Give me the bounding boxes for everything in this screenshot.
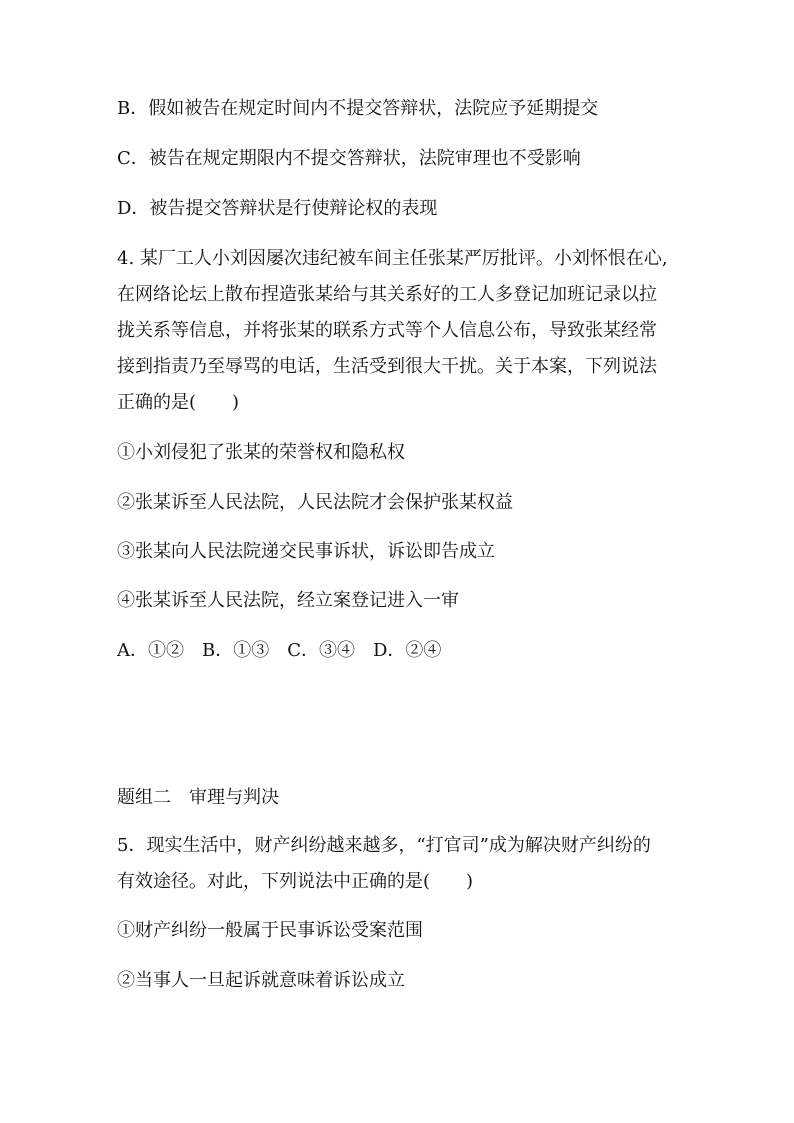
- section-heading: 题组二 审理与判决: [117, 787, 279, 808]
- q5-stem-line: 有效途径。对此，下列说法中正确的是( ): [117, 871, 474, 892]
- q4-statement-3: ③张某向人民法院递交民事诉状，诉讼即告成立: [117, 541, 495, 562]
- q4-statement-4: ④张某诉至人民法院，经立案登记进入一审: [117, 590, 459, 611]
- q4-answer-choices: A．①② B．①③ C．③④ D．②④: [117, 640, 442, 661]
- q4-statement-1: ①小刘侵犯了张某的荣誉权和隐私权: [117, 442, 405, 463]
- q4-stem-line: 在网络论坛上散布捏造张某给与其关系好的工人多登记加班记录以拉: [117, 284, 657, 305]
- q5-stem-line: 5．现实生活中，财产纠纷越来越多，“打官司”成为解决财产纠纷的: [117, 835, 651, 856]
- q4-stem-line: 4. 某厂工人小刘因屡次违纪被车间主任张某严厉批评。小刘怀恨在心,: [117, 248, 668, 269]
- q3-option-d: D．被告提交答辩状是行使辩论权的表现: [117, 198, 438, 219]
- q4-stem-line: 拢关系等信息，并将张某的联系方式等个人信息公布，导致张某经常: [117, 320, 657, 341]
- q4-stem-line: 接到指责乃至辱骂的电话，生活受到很大干扰。关于本案，下列说法: [117, 356, 657, 377]
- q5-statement-2: ②当事人一旦起诉就意味着诉讼成立: [117, 970, 405, 991]
- q4-stem-line: 正确的是( ): [117, 392, 240, 413]
- q5-statement-1: ①财产纠纷一般属于民事诉讼受案范围: [117, 920, 423, 941]
- q3-option-b: B．假如被告在规定时间内不提交答辩状，法院应予延期提交: [117, 98, 599, 119]
- q4-statement-2: ②张某诉至人民法院，人民法院才会保护张某权益: [117, 492, 513, 513]
- q3-option-c: C．被告在规定期限内不提交答辩状，法院审理也不受影响: [117, 148, 581, 169]
